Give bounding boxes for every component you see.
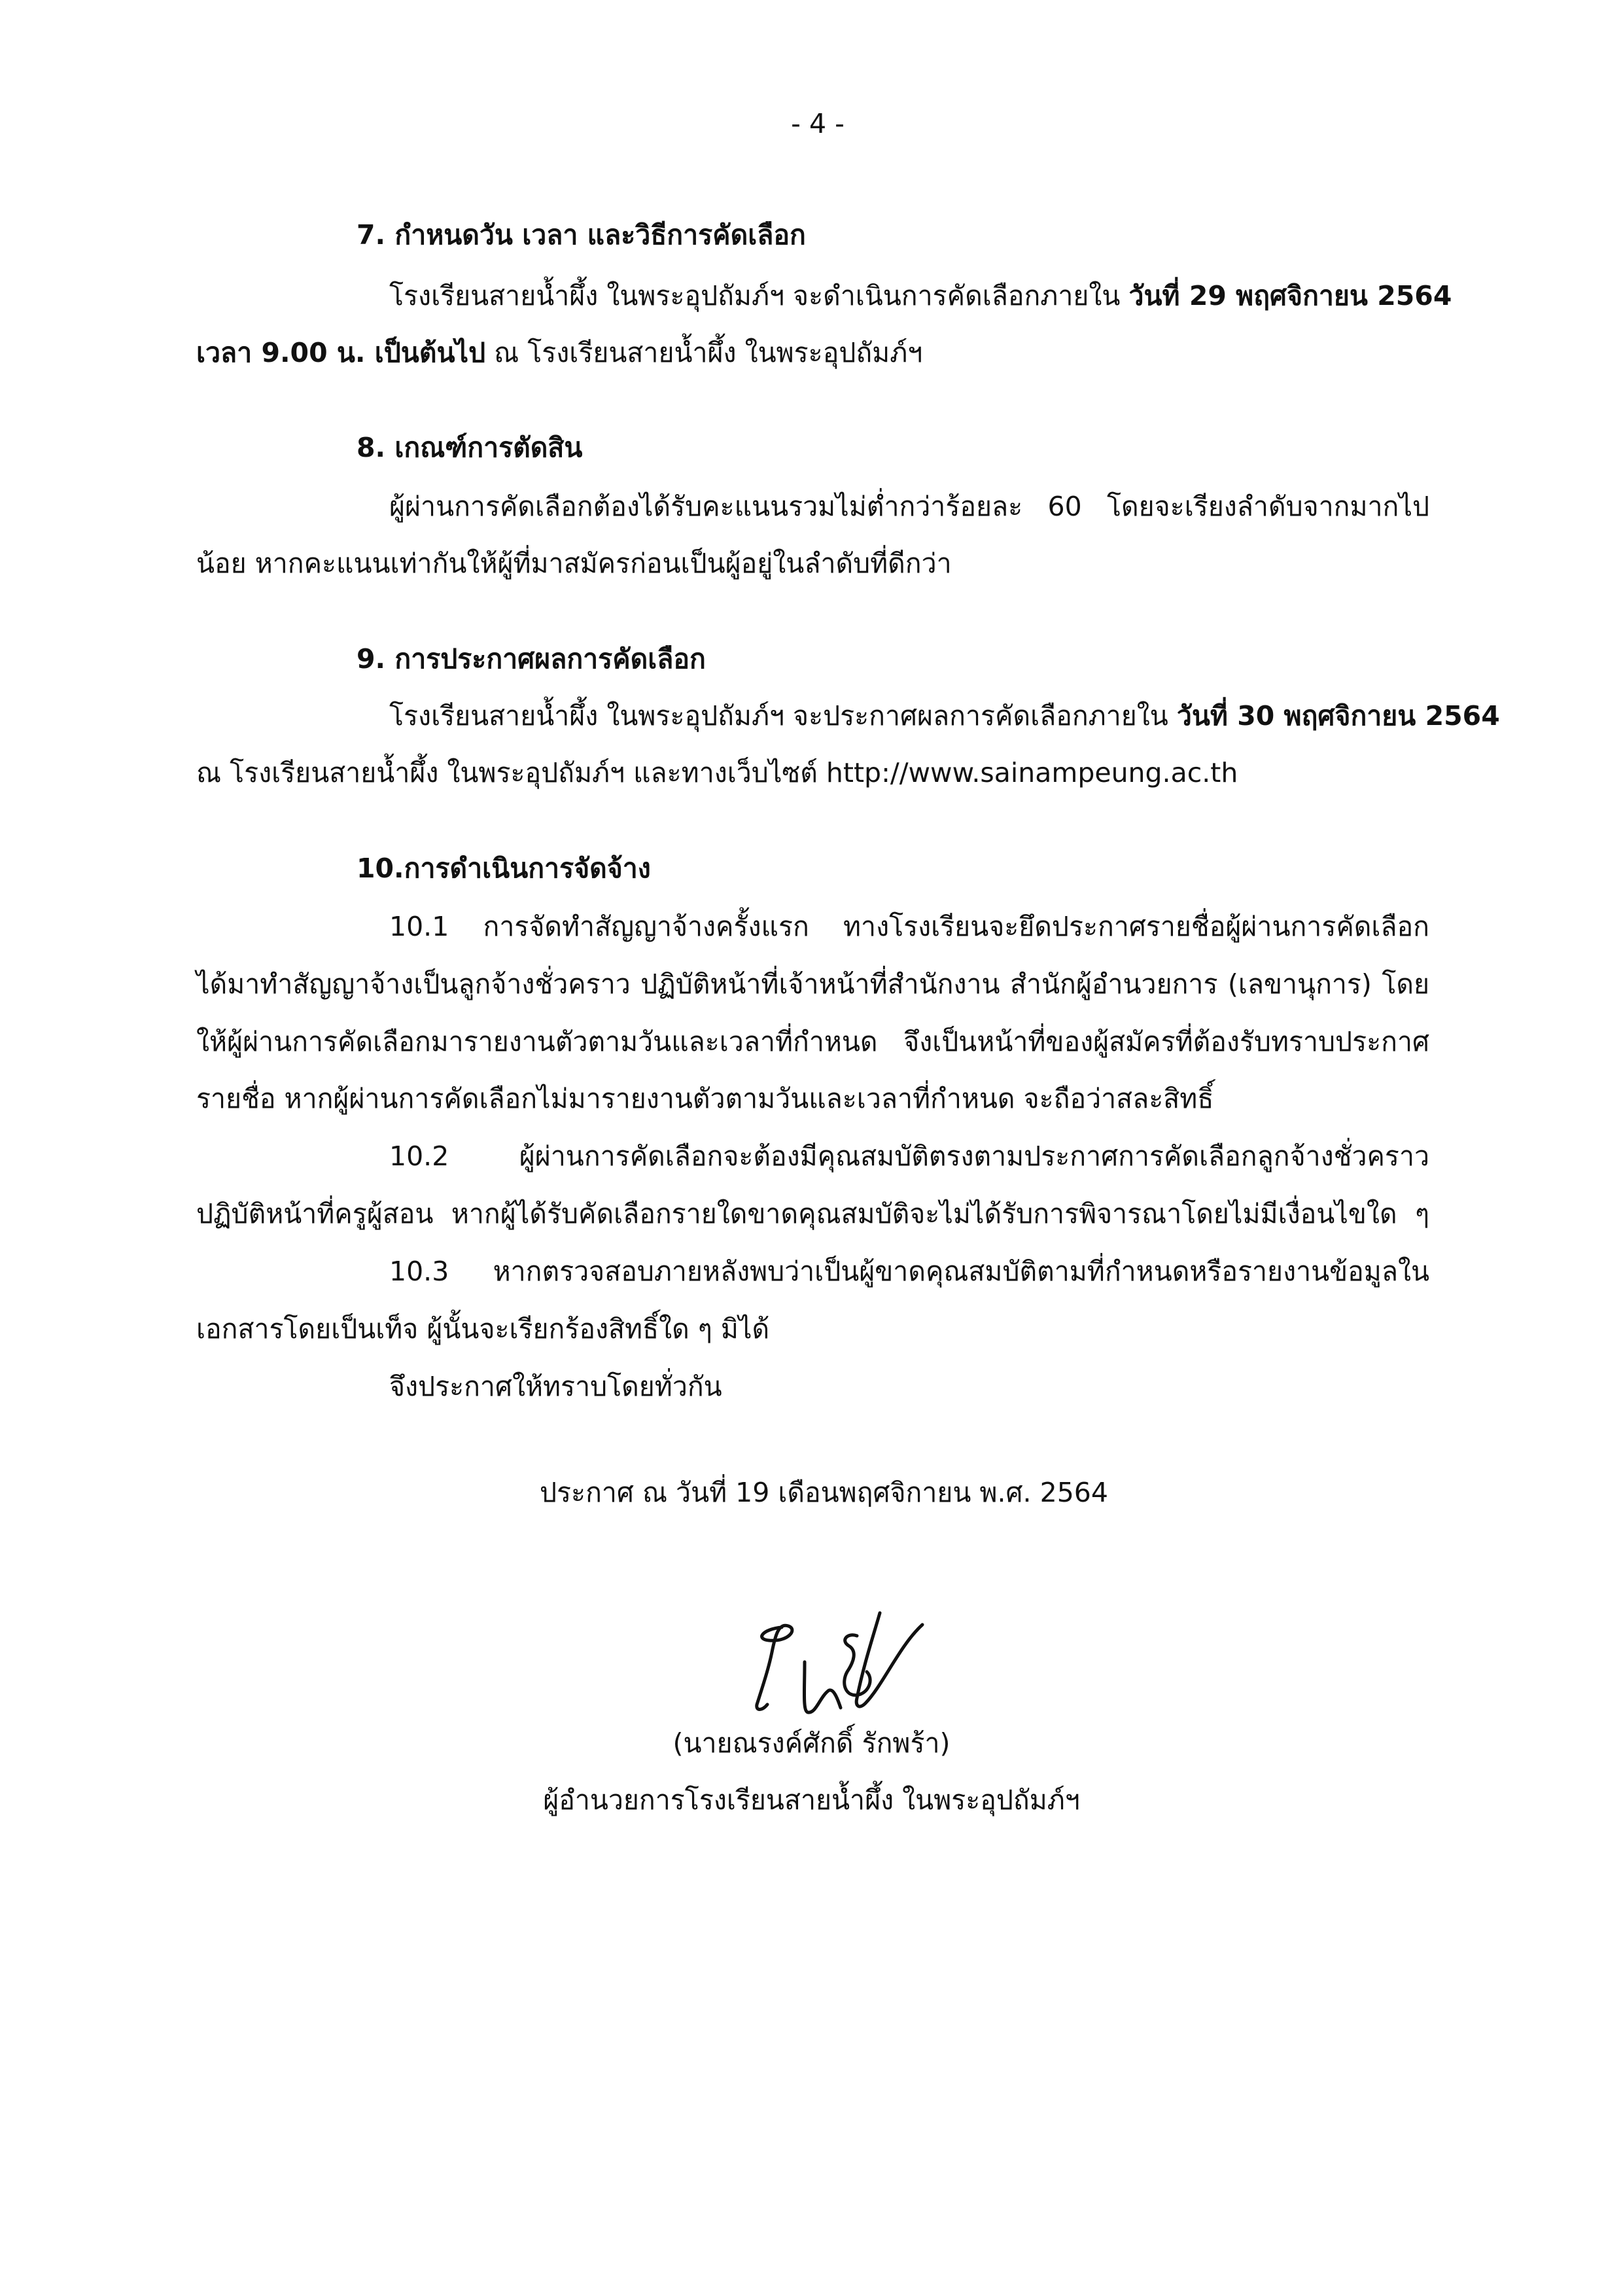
section-10-line-5: 10.2 ผู้ผ่านการคัดเลือกจะต้องมีคุณสมบัติตรงตามประกาศการคัดเลือกลูกจ้างชั่วคราว (389, 1140, 1429, 1172)
section-7-line-1 (389, 277, 1452, 315)
signature-image (742, 1600, 939, 1724)
section-10-line-3: ให้ผู้ผ่านการคัดเลือกมารายงานตัวตามวันและเวลาที่กำหนด จึงเป็นหน้าที่ของผู้สมัครที่ต้องรับทราบประกาศ (196, 1026, 1429, 1057)
section-10-line-8: เอกสารโดยเป็นเท็จ ผู้นั้นจะเรียกร้องสิทธิ์ใด ๆ มิได้ (196, 1313, 770, 1345)
section-7-time: เวลา 9.00 น. เป็นต้นไป (196, 337, 486, 368)
section-9-line-2: ณ โรงเรียนสายน้ำผึ้ง ในพระอุปถัมภ์ฯ และทางเว็บไซต์ http://www.sainampeung.ac.th (196, 757, 1238, 788)
section-10-heading: 10.การดำเนินการจัดจ้าง (357, 853, 651, 884)
section-7-location: ณ โรงเรียนสายน้ำผึ้ง ในพระอุปถัมภ์ฯ (485, 337, 923, 368)
section-9-text: โรงเรียนสายน้ำผึ้ง ในพระอุปถัมภ์ฯ จะประกาศผลการคัดเลือกภายใน (389, 700, 1168, 732)
section-7-line-2 (196, 334, 922, 372)
section-10-line-6: ปฏิบัติหน้าที่ครูผู้สอน หากผู้ได้รับคัดเลือกรายใดขาดคุณสมบัติจะไม่ได้รับการพิจารณาโดยไม่มีเงื่อนไขใด ๆ (196, 1198, 1429, 1229)
section-9-date: วันที่ 30 พฤศจิกายน 2564 (1176, 700, 1500, 732)
section-10-line-7: 10.3 หากตรวจสอบภายหลังพบว่าเป็นผู้ขาดคุณสมบัติตามที่กำหนดหรือรายงานข้อมูลใน (389, 1256, 1429, 1287)
section-8-line-2: น้อย หากคะแนนเท่ากันให้ผู้ที่มาสมัครก่อนเป็นผู้อยู่ในลำดับที่ดีกว่า (196, 548, 952, 579)
section-8-heading: 8. เกณฑ์การตัดสิน (357, 432, 583, 463)
announce-date: ประกาศ ณ วันที่ 19 เดือนพฤศจิกายน พ.ศ. 2564 (540, 1477, 1108, 1508)
signer-name: (นายณรงค์ศักดิ์ รักพร้า) (672, 1727, 951, 1759)
section-10-line-2: ได้มาทำสัญญาจ้างเป็นลูกจ้างชั่วคราว ปฏิบัติหน้าที่เจ้าหน้าที่สำนักงาน สำนักผู้อำนวยการ (เลขานุการ) โดย (196, 968, 1429, 1000)
section-7-text: โรงเรียนสายน้ำผึ้ง ในพระอุปถัมภ์ฯ จะดำเนินการคัดเลือกภายใน (389, 280, 1121, 311)
page-number: - 4 - (791, 108, 845, 139)
section-10-line-4: รายชื่อ หากผู้ผ่านการคัดเลือกไม่มารายงานตัวตามวันและเวลาที่กำหนด จะถือว่าสละสิทธิ์ (196, 1083, 1214, 1114)
section-8-line-1: ผู้ผ่านการคัดเลือกต้องได้รับคะแนนรวมไม่ต่ำกว่าร้อยละ 60 โดยจะเรียงลำดับจากมากไป (389, 491, 1429, 522)
section-9-heading: 9. การประกาศผลการคัดเลือก (357, 643, 706, 675)
section-7-date: วันที่ 29 พฤศจิกายน 2564 (1128, 280, 1452, 311)
closing-statement: จึงประกาศให้ทราบโดยทั่วกัน (389, 1371, 722, 1402)
signer-title: ผู้อำนวยการโรงเรียนสายน้ำผึ้ง ในพระอุปถัมภ์ฯ (543, 1784, 1080, 1816)
section-9-line-1 (389, 697, 1500, 735)
section-7-heading: 7. กำหนดวัน เวลา และวิธีการคัดเลือก (357, 219, 806, 251)
section-10-line-1: 10.1 การจัดทำสัญญาจ้างครั้งแรก ทางโรงเรียนจะยึดประกาศรายชื่อผู้ผ่านการคัดเลือก (389, 911, 1429, 942)
